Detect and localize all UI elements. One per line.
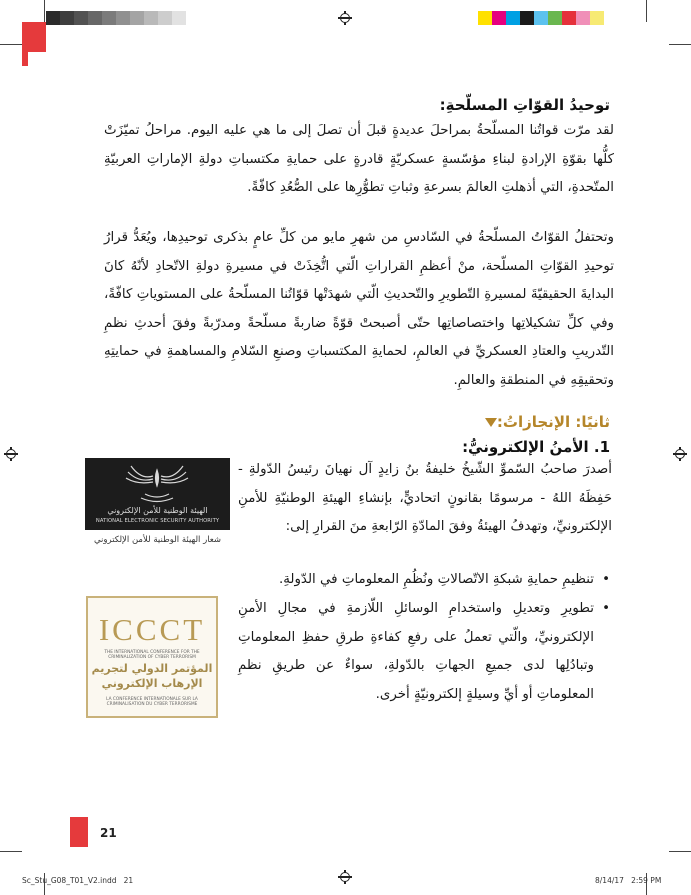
process-swatch [576,11,590,25]
goals-list [238,595,612,709]
footer-file-name: Sc_Stu_G08_T01_V2.indd 21 [22,876,134,885]
list-item: • تنظيمِ حمايةِ شبكةِ الاتّصالاتِ ونُظُمِ المعلوماتِ في الدّولةِ. [238,566,612,595]
gray-swatch [116,11,130,25]
process-swatch [520,11,534,25]
crop-mark [669,851,691,852]
red-corner-accent [22,22,28,66]
page-number: 21 [100,826,117,840]
crop-mark [0,851,22,852]
process-swatch [492,11,506,25]
gray-swatch [46,11,60,25]
crop-mark [44,0,45,22]
registration-mark-icon [338,11,352,25]
iccct-logo [86,596,218,718]
gray-swatch [88,11,102,25]
nesa-arabic-name: الهيئة الوطنية للأمن الإلكتروني [107,506,208,515]
crop-mark [669,44,691,45]
process-swatch [534,11,548,25]
gray-swatch [74,11,88,25]
process-swatch [548,11,562,25]
iccct-arabic-line2: الإرهاب الإلكتروني [101,677,203,690]
gray-swatch [144,11,158,25]
iccct-english-name: THE INTERNATIONAL CONFERENCE FOR THE CRIMINALIZATION OF CYBER TERRORISM [104,650,200,660]
section-title-unification: توحيدُ القوّاتِ المسلّحةِ: [439,96,610,114]
process-swatch [590,11,604,25]
process-swatch [506,11,520,25]
subheading-cyber-security: 1. الأمنُ الإلكترونيُّ: [462,438,610,456]
process-swatch [562,11,576,25]
section-title-achievements [400,413,610,431]
nesa-english-name: NATIONAL ELECTRONIC SECURITY AUTHORITY [95,518,220,524]
page-number-marker [70,817,88,847]
iccct-arabic-line1: المؤتمر الدولي لتجريم [91,662,213,675]
paragraph-history: لقد مرّت قواتُنا المسلّحةُ بمراحلَ عديدةٍ قبلَ أن تصلَ إلى ما هي عليه اليوم. مراحلُ تميّزَتْ كلُّها بقوّةِ الإرادةِ لبناءِ مؤسّسةٍ عسكريّةٍ قادرةٍ على حمايةِ مكتسباتِ دولةِ الإماراتِ العربيّةِ المتّحدةِ، التي أذهلتِ العالمَ بسرعةِ وثباتِ تطوُّرِها على الصُّعُدِ كافّةً. [104,123,614,195]
nesa-logo-caption: شعار الهيئة الوطنية للأمن الإلكتروني [93,535,222,545]
registration-mark-icon [673,447,687,461]
registration-mark-icon [338,870,352,884]
paragraph-decree: أصدرَ صاحبُ السّموِّ الشّيخُ خليفةُ بنُ زايدٍ آل نهيانَ رئيسُ الدّولةِ - حَفِظَهُ اللهُ - مرسومًا بقانونٍ اتحاديٍّ، بإنشاءِ الهيئةِ الوطنيّةِ للأمنِ الإلكترونيِّ، وتهدفُ الهيئةُ وفقَ المادّةِ الرّابعةِ منَ القرارِ إلى: [238,462,612,534]
gray-swatch [172,11,186,25]
goals-list [238,566,612,595]
list-item: • تطويرِ وتعديلِ واستخدامِ الوسائلِ اللّازمةِ في مجالِ الأمنِ الإلكترونيِّ، والّتي تعملُ على رفعِ كفاءةِ طرقِ حفظِ المعلوماتِ وتبادُلِها لدى جميعِ الجهاتِ بالدّولةِ، سواءٌ عن طريقِ نظمِ المعلوماتِ أو أيِّ وسيلةٍ إلكترونيّةٍ أخرى. [238,595,612,709]
gray-swatch [158,11,172,25]
crop-mark [646,0,647,22]
iccct-french-name: LA CONFERENCE INTERNATIONALE SUR LA CRIMINALISATION DU CYBER TERRORISME [106,697,198,707]
gray-swatch [60,11,74,25]
process-swatch [478,11,492,25]
gray-swatch [102,11,116,25]
paragraph-unification-day: وتحتفلُ القوّاتُ المسلّحةُ في السّادسِ من شهرِ مايو من كلِّ عامٍ بذكرى توحيدِها، ويُعَدُّ قرارُ توحيدِ القوّاتِ المسلّحة، منْ أعظمِ القراراتِ الّتي اتُّخِذَتْ في مسيرةِ دولةِ الاتّحادِ لأنّهُ كانَ البدايةَ الحقيقيّةَ لمسيرةِ التّطويرِ والتّحديثِ الّتي شهدَتْها قوّاتُنا المسلّحةُ على المستوياتِ كافّةً، وفي كلِّ تشكيلاتِها واختصاصاتِها حتّى أصبحتْ قوّةً ضاربةً مسلّحةً ومدرّبةً وفقَ أحدثِ نظمِ التّدريبِ والعتادِ العسكريِّ في العالمِ، لحمايةِ المكتسباتِ وصنعِ السّلامِ والمساهمةِ في حمايتِهِ وتحقيقِهِ في المنطقةِ والعالمِ. [104,230,614,388]
gray-swatch [130,11,144,25]
registration-mark-icon [4,447,18,461]
footer-date: 8/14/17 2:59 PM [595,876,662,885]
achievements-title-text: ثانيًا: الإنجازاتُ: [496,413,610,431]
triangle-marker-icon [485,418,497,427]
falcon-emblem-icon [85,458,230,510]
iccct-acronym: ICCCT [98,612,206,647]
crop-mark [0,44,22,45]
nesa-logo [85,458,230,530]
